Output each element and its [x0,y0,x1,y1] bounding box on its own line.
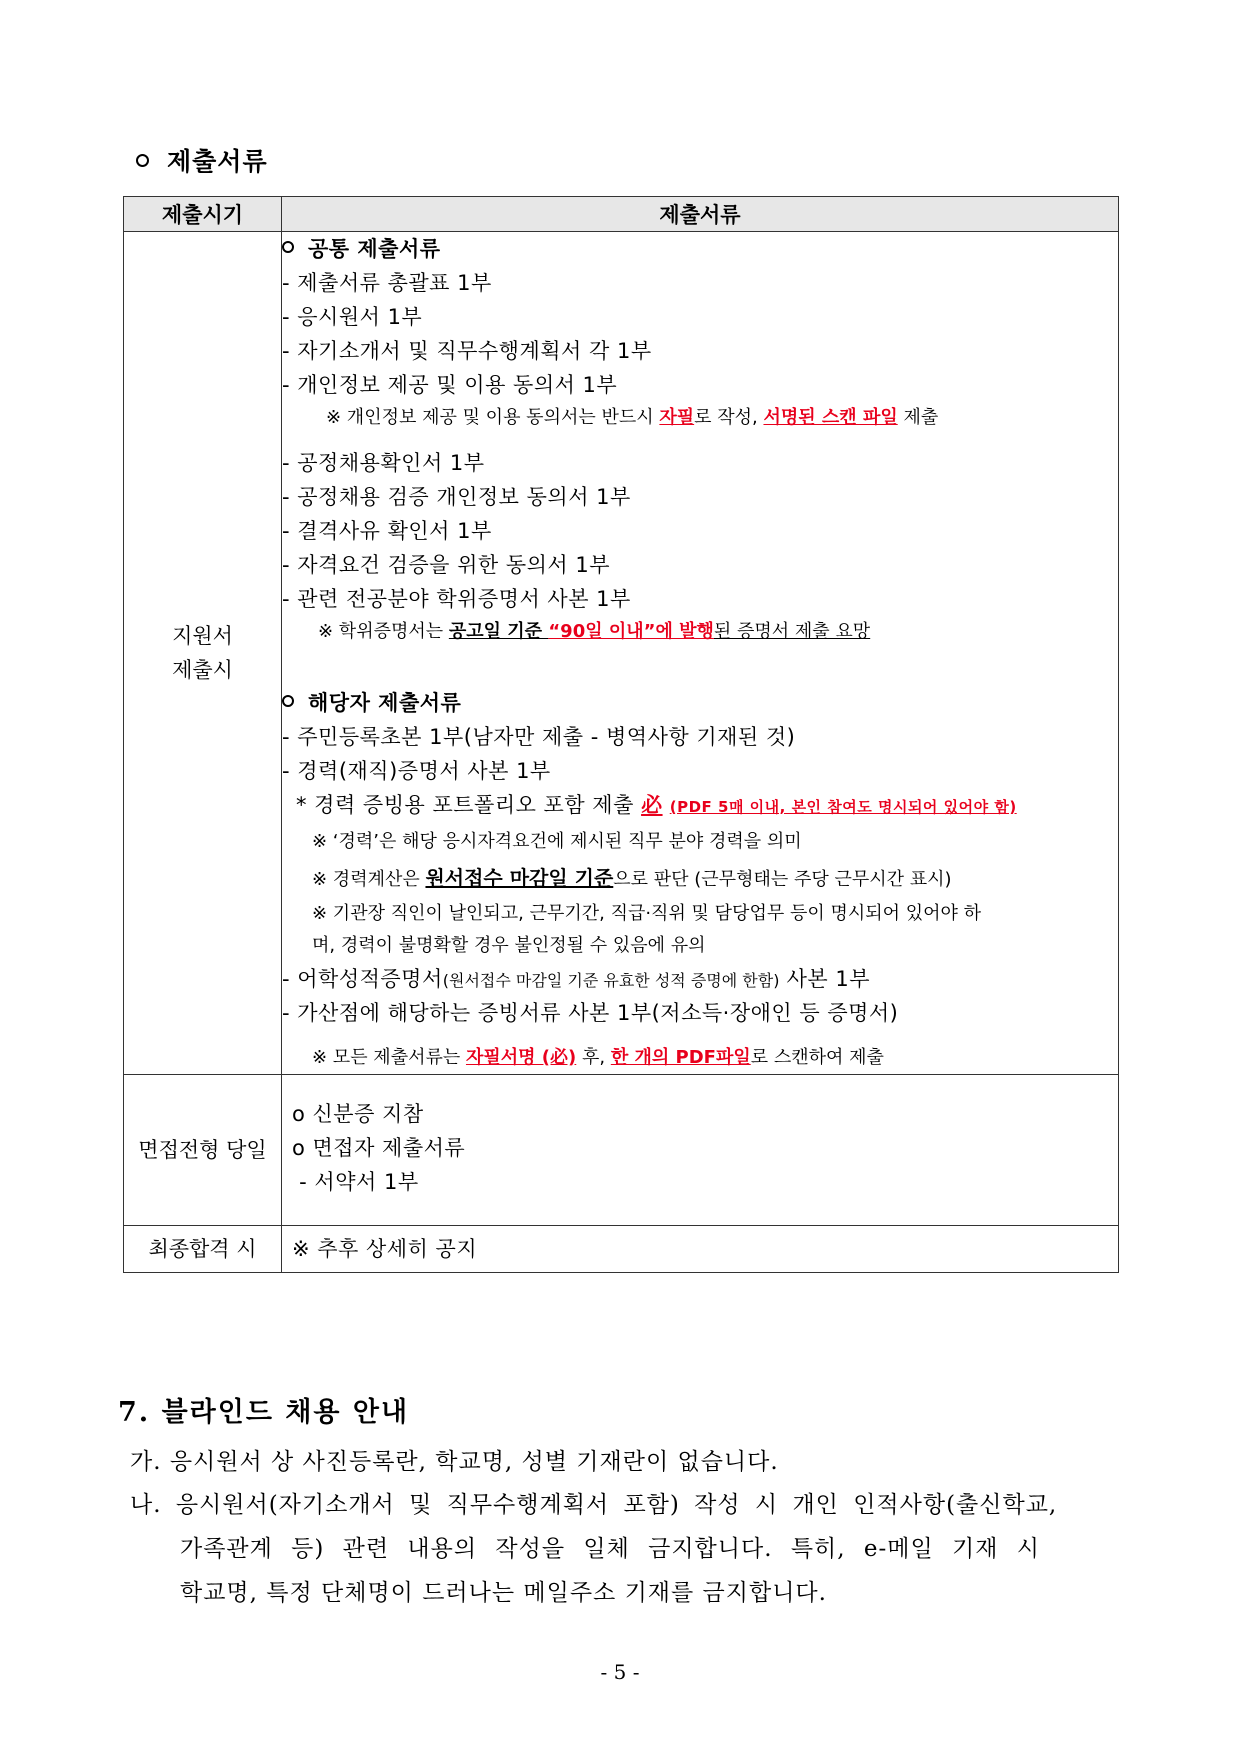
row2-timing: 면접전형 당일 [124,1075,282,1226]
row1-timing-line: 제출시 [172,658,233,682]
row2-docs [282,1075,1119,1226]
row3-text: ※ 추후 상세히 공지 [292,1237,478,1261]
documents-table [123,196,1119,1273]
applicable-docs-title: 해당자 제출서류 [282,686,1118,720]
circle-bullet-icon [282,241,294,253]
section7-para-2-line-1: 나. 응시원서(자기소개서 및 직무수행계획서 포함) 작성 시 개인 인적사항(출신학교, [130,1492,1058,1518]
row1-docs [282,232,1119,1075]
list-item: - 공정채용 검증 개인정보 동의서 1부 [282,485,631,509]
list-item: - 응시원서 1부 [282,305,423,329]
list-item: - 자기소개서 및 직무수행계획서 각 1부 [282,339,652,363]
common-docs-title: 공통 제출서류 [282,232,1118,266]
table-row [124,232,1119,1075]
circle-bullet-icon [136,154,149,167]
section7-para-1: 가. 응시원서 상 사진등록란, 학교명, 성별 기재란이 없습니다. [130,1449,779,1475]
list-item: o 신분증 지참 [292,1102,424,1126]
list-item: - 서약서 1부 [292,1170,419,1194]
list-item: - 결격사유 확인서 1부 [282,519,492,543]
list-item: - 개인정보 제공 및 이용 동의서 1부 [282,373,618,397]
portfolio-item: * 경력 증빙용 포트폴리오 포함 제출 必 (PDF 5매 이내, 본인 참여도 명시되어 있어야 함) [296,793,1017,817]
privacy-note: ※ 개인정보 제공 및 이용 동의서는 반드시 자필로 작성, 서명된 스캔 파일 제출 [326,407,939,428]
header-docs: 제출서류 [282,197,1119,232]
lang-item: - 어학성적증명서(원서접수 마감일 기준 유효한 성적 증명에 한함) 사본 1부 [282,967,871,991]
degree-note: ※ 학위증명서는 공고일 기준 “90일 이내”에 발행된 증명서 제출 요망 [318,621,871,642]
header-timing: 제출시기 [124,197,282,232]
table-row [124,1226,1119,1273]
list-item: - 주민등록초본 1부(남자만 제출 - 병역사항 기재된 것) [282,725,796,749]
page-number: - 5 - [600,1660,640,1684]
all-docs-note: ※ 모든 제출서류는 자필서명 (必) 후, 한 개의 PDF파일로 스캔하여 제출 [312,1047,884,1068]
list-item: - 공정채용확인서 1부 [282,451,485,475]
row1-timing [124,232,282,1075]
table-row [124,1075,1119,1226]
section-title: 제출서류 [136,142,268,178]
list-item: - 자격요건 검증을 위한 동의서 1부 [282,553,611,577]
row1-timing-line: 지원서 [172,624,233,648]
list-item: o 면접자 제출서류 [292,1136,466,1160]
row3-timing: 최종합격 시 [124,1226,282,1273]
section7-para-2-line-3: 학교명, 특정 단체명이 드러나는 메일주소 기재를 금지합니다. [180,1580,827,1606]
career-note-2: ※ 경력계산은 원서접수 마감일 기준으로 판단 (근무형태는 주당 근무시간 표시) [312,866,952,890]
list-item: - 가산점에 해당하는 증빙서류 사본 1부(저소득·장애인 등 증명서) [282,1001,899,1025]
row3-docs [282,1226,1119,1273]
section7-para-2-line-2: 가족관계 등) 관련 내용의 작성을 일체 금지합니다. 특히, e-메일 기재 시 [180,1536,1040,1562]
row1-timing-text [124,619,281,687]
list-item: - 관련 전공분야 학위증명서 사본 1부 [282,587,631,611]
career-note-1: ※ ‘경력’은 해당 응시자격요건에 제시된 직무 분야 경력을 의미 [312,831,802,852]
section7-title: 7. 블라인드 채용 안내 [118,1397,410,1428]
circle-bullet-icon [282,695,294,707]
table-header-row [124,197,1119,232]
career-note-3: ※ 기관장 직인이 날인되고, 근무기간, 직급·직위 및 담당업무 등이 명시되어 있어야 하며, 경력이 불명확할 경우 불인정될 수 있음에 유의 [312,903,981,956]
list-item: - 경력(재직)증명서 사본 1부 [282,759,551,783]
list-item: - 제출서류 총괄표 1부 [282,271,492,295]
